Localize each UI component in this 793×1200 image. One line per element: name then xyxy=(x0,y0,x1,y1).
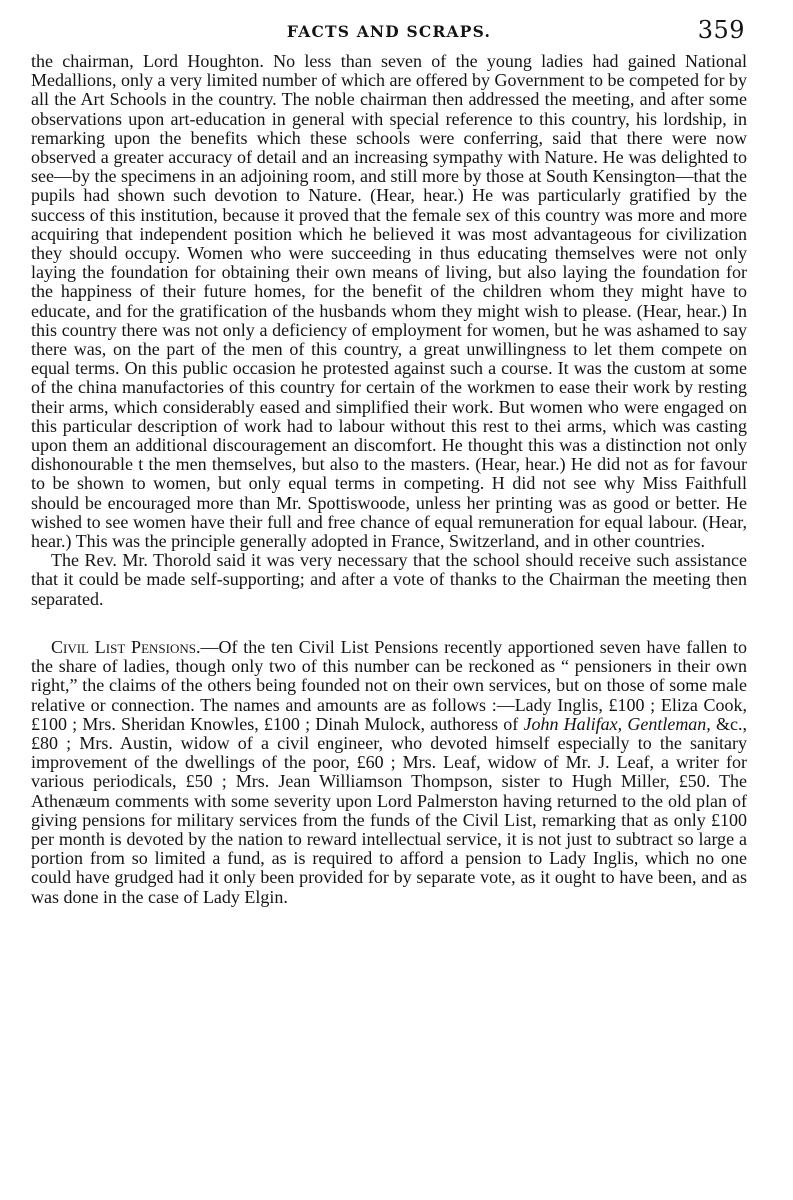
section-heading-civil-list-pensions: Civil List Pensions. xyxy=(51,636,201,657)
paragraph-civil-list-pensions xyxy=(31,638,747,907)
paragraph-thorold: The Rev. Mr. Thorold said it was very necessary that the school should receive such assistance that it could be made self-supporting; and after a vote of thanks to the Chairman the meeting then separated. xyxy=(31,550,747,609)
running-header xyxy=(31,16,747,50)
paragraph-continued: the chairman, Lord Houghton. No less than seven of the young ladies had gained National Medallions, only a very limited number of which are offered by Government to be competed for by all the Art Schools in the country. The noble chairman then addressed the meeting, and after some observations upon art-education in general with special reference to this country, his lordship, in remarking upon the benefits which these schools were conferring, said that there were now observed a greater accuracy of detail and an increasing sympathy with Nature. He was delighted to see—by the specimens in an adjoining room, and still more by those at South Kensington—that the pupils had shown such devotion to Nature. (Hear, hear.) He was particularly gratified by the success of this institution, because it proved that the female sex of this country was more and more acquiring that independent position which he believed it was most advantageous for civilization they should occupy. Women who were succeeding in thus educating themselves were not only laying the foundation for obtaining their own means of living, but also laying the foundation for the happiness of their future homes, for the benefit of the children whom they might have to educate, and for the gratification of the husbands whom they might wish to please. (Hear, hear.) In this country there was not only a deficiency of employment for women, but he was ashamed to say there was, on the part of the men of this country, a great unwillingness to let them compete on equal terms. On this public occasion he protested against such a course. It was the custom at some of the china manufactories of this country for certain of the workmen to ease their work by resting their arms, which considerably eased and simplified their work. But women who were engaged on this particular description of work had to labour without this rest to thei arms, which was casting upon them an additional discouragement an discomfort. He thought this was a distinction not only dishonourable t the men themselves, but also to the masters. (Hear, hear.) He did not as for favour to be shown to women, but only equal terms in competing. H did not see why Miss Faithfull should be encouraged more than Mr. Spottiswoode, unless her printing was as good or better. He wished to see women have their full and free chance of equal remuneration for equal labour. (Hear, hear.) This was the principle generally adopted in France, Switzerland, and in other countries. xyxy=(31,51,747,552)
page-number: 359 xyxy=(697,16,745,44)
civil-list-remaining-text: &c., £80 ; Mrs. Austin, widow of a civil engineer, who devoted himself especially to the sanitary improvement of the dwellings of the poor, £60 ; Mrs. Leaf, widow of Mr. J. Leaf, a writer for various periodicals, £50 ; Mrs. Jean Williamson Thompson, sister to Hugh Miller, £50. The Athenæum comments with some severity upon Lord Palmerston having returned to the old plan of giving pensions for military services from the funds of the Civil List, remarking that as only £100 per month is devoted by the nation to reward intellectual service, it is not just to subtract so large a portion from so limited a fund, as is required to afford a pension to Lady Inglis, which no one could have grudged had it only been provided for by separate vote, as it ought to have been, and as was done in the case of Lady Elgin. xyxy=(31,713,747,907)
section-gap xyxy=(31,609,747,638)
running-title: FACTS AND SCRAPS. xyxy=(286,22,492,41)
civil-list-lead-text: —Of the ten Civil List Pensions recently apportioned seven have fallen to the share of ladies, though only two of this number can be reckoned as “ pensioners in their own right,” the claims of the others being founded not on their own services, but on those of some male relative or connection. The names and amounts are as follows :—Lady Inglis, £100 ; Eliza Cook, £100 ; Mrs. Sheridan Knowles, £100 ; Dinah Mulock, authoress of xyxy=(31,636,747,734)
article-body xyxy=(31,52,747,907)
book-page xyxy=(31,16,747,1184)
work-title-john-halifax: John Halifax, Gentleman, xyxy=(523,713,711,734)
